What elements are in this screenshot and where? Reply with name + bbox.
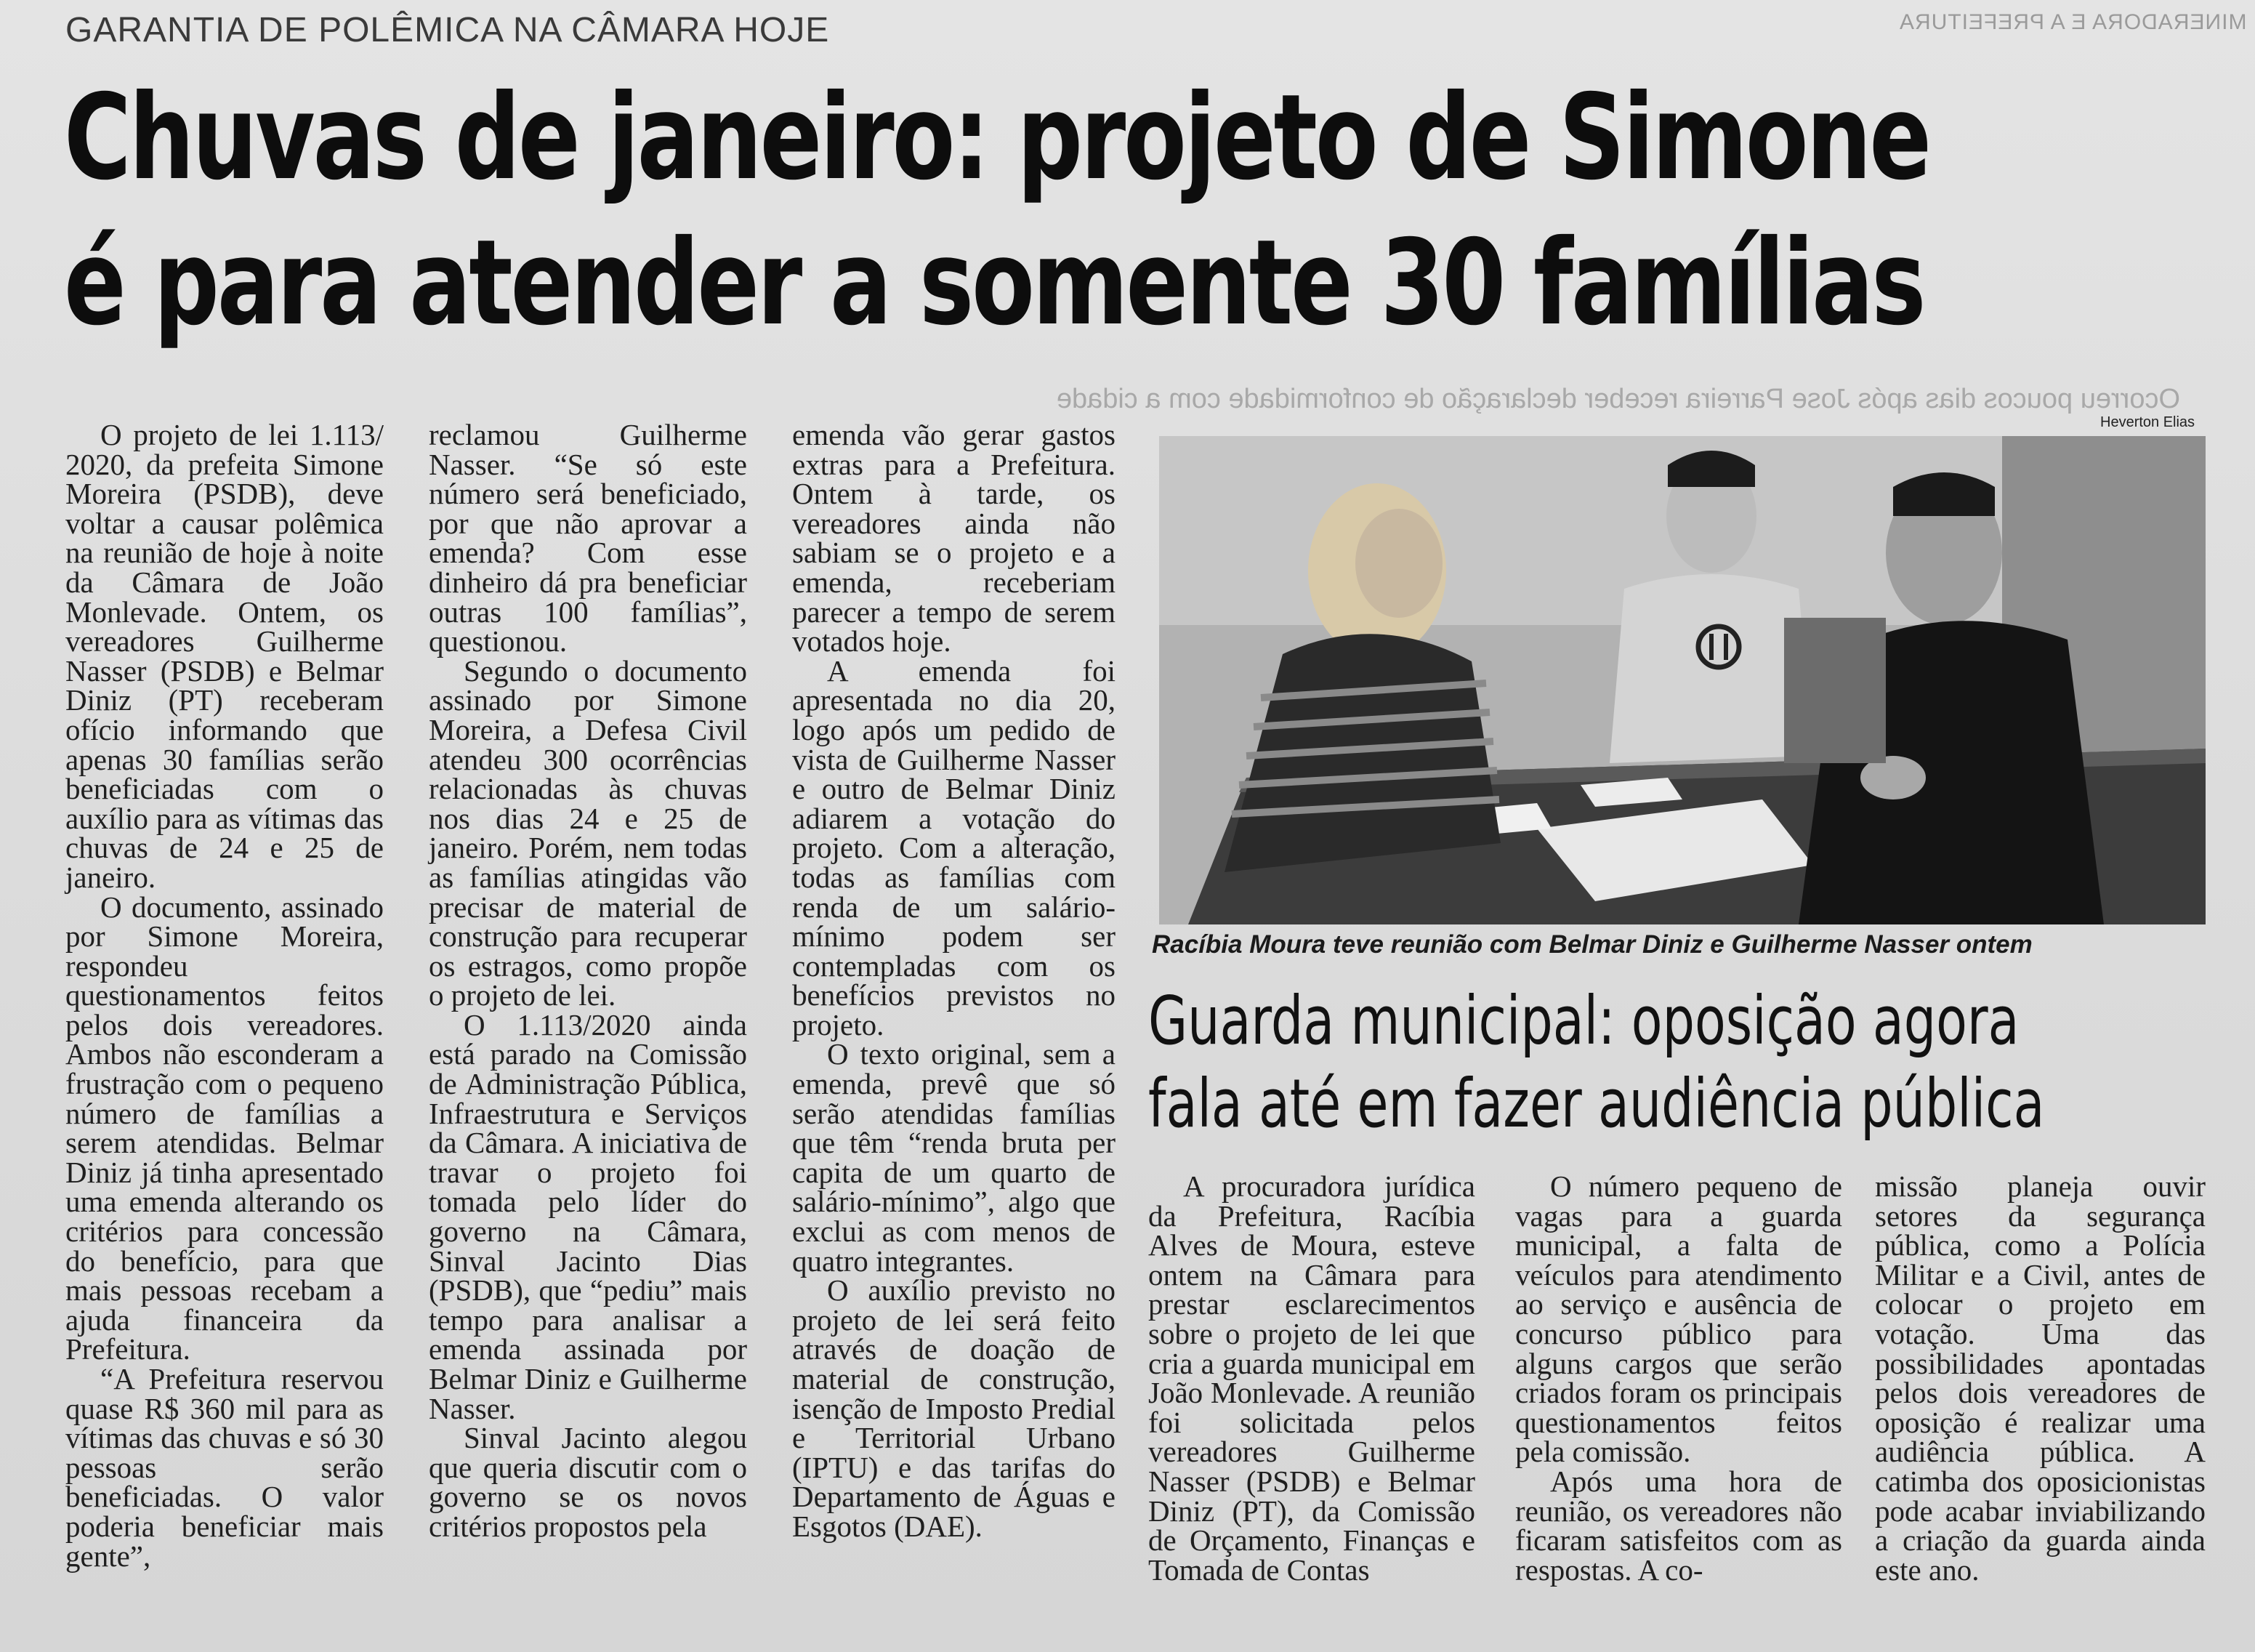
article-1-column-3 <box>792 420 1116 1542</box>
paragraph: O documento, assinado por Simone Moreira, respondeu questionamentos feitos pelos dois vereadores. Ambos não esconderam a frustração com o pequeno número de famílias a serem atendidas. Belmar Diniz já tinha apresentado uma emenda alterando os critérios para concessão do benefício, para que mais pessoas recebam a ajuda financeira da Prefeitura. <box>65 890 384 1366</box>
paragraph: Após uma hora de reunião, os vereadores não ficaram satisfeitos com as respostas. A co- <box>1515 1464 1842 1587</box>
article-1-column-2 <box>429 420 747 1542</box>
paragraph: reclamou Guilherme Nasser. “Se só este número será beneficiado, por que não aprovar a emenda? Com esse dinheiro dá pra beneficiar outras 100 famílias”, questionou. <box>429 418 747 658</box>
secondary-headline <box>1148 980 2224 1145</box>
secondary-headline-line-2: fala até em fazer audiência pública <box>1148 1065 2045 1143</box>
main-headline-line-2: é para atender a somente 30 famílias <box>64 215 1924 352</box>
paragraph: O número pequeno de vagas para a guarda municipal, a falta de veículos para atendimento ao serviço e ausência de concurso público para alguns cargos que serão criados foram os principais questionamentos feitos pela comissão. <box>1515 1169 1842 1469</box>
main-headline-line-1: Chuvas de janeiro: projeto de Simone <box>64 70 1929 206</box>
paragraph: missão planeja ouvir setores da segurança pública, como a Polícia Militar e a Civil, antes de colocar o projeto em votação. Uma das possibilidades apontadas pelos dois vereadores de oposição é realizar uma audiência pública. A catimba dos oposicionistas pode acabar inviabilizando a criação da guarda ainda este ano. <box>1875 1169 2206 1587</box>
paragraph: O projeto de lei 1.113/ 2020, da prefeita Simone Moreira (PSDB), deve voltar a causar polêmica na reunião de hoje à noite da Câmara de João Monlevade. Ontem, os vereadores Guilherme Nasser (PSDB) e Belmar Diniz (PT) receberam ofício informando que apenas 30 famílias serão beneficiadas com o auxílio para as vítimas das chuvas de 24 e 25 de janeiro. <box>65 418 384 894</box>
article-2-column-3 <box>1875 1169 2206 1587</box>
bleed-through-text-top: MINERADORA E A PREFEITURA <box>1898 10 2246 34</box>
paragraph: O texto original, sem a emenda, prevê que só serão atendidas famílias que têm “renda bruta per capita de um quarto de salário-mínimo”, algo que exclui as com menos de quatro integrantes. <box>792 1037 1116 1278</box>
article-2-column-2 <box>1515 1169 1842 1587</box>
paragraph: A procuradora jurídica da Prefeitura, Racíbia Alves de Moura, esteve ontem na Câmara para prestar esclarecimentos sobre o projeto de lei que cria a guarda municipal em João Monlevade. A reunião foi solicitada pelos vereadores Guilherme Nasser (PSDB) e Belmar Diniz (PT), da Comissão de Orçamento, Finanças e Tomada de Contas <box>1148 1169 1475 1587</box>
main-headline <box>64 65 2215 356</box>
paragraph: emenda vão gerar gastos extras para a Prefeitura. Ontem à tarde, os vereadores ainda não sabiam se o projeto e a emenda, receberiam parecer a tempo de serem votados hoje. <box>792 418 1116 658</box>
bleed-through-text-middle: Ocorreu poucos dias após Jose Parreira receber declaração de conformidade com a cidade <box>1056 384 2180 414</box>
section-kicker: GARANTIA DE POLÊMICA NA CÂMARA HOJE <box>65 11 830 49</box>
meeting-photo-illustration <box>1159 436 2206 924</box>
paragraph: A emenda foi apresentada no dia 20, logo após um pedido de vista de Guilherme Nasser e outro de Belmar Diniz adiarem a votação do projeto. Com a alteração, todas as famílias com renda de um salário-mínimo podem ser contempladas com os benefícios previstos no projeto. <box>792 653 1116 1041</box>
secondary-headline-line-1: Guarda municipal: oposição agora <box>1148 982 2020 1060</box>
article-1-column-1 <box>65 420 384 1571</box>
paragraph: Segundo o documento assinado por Simone Moreira, a Defesa Civil atendeu 300 ocorrências relacionadas às chuvas nos dias 24 e 25 de janeiro. Porém, nem todas as famílias atingidas vão precisar de material de construção para recuperar os estragos, como propõe o projeto de lei. <box>429 653 747 1012</box>
paragraph: “A Prefeitura reservou quase R$ 360 mil para as vítimas das chuvas e só 30 pessoas serão beneficiadas. O valor poderia beneficiar mais gente”, <box>65 1362 384 1573</box>
photo-credit: Heverton Elias <box>2100 414 2195 430</box>
paragraph: O 1.113/2020 ainda está parado na Comissão de Administração Pública, Infraestrutura e Serviços da Câmara. A iniciativa de travar o projeto foi tomada pelo líder do governo na Câmara, Sinval Jacinto Dias (PSDB), que “pediu” mais tempo para analisar a emenda assinada por Belmar Diniz e Guilherme Nasser. <box>429 1007 747 1425</box>
article-2-column-1 <box>1148 1169 1475 1587</box>
photo-caption: Racíbia Moura teve reunião com Belmar Diniz e Guilherme Nasser ontem <box>1152 930 2033 959</box>
meeting-photo <box>1159 436 2206 924</box>
paragraph: O auxílio previsto no projeto de lei será feito através de doação de material de construção, isenção de Imposto Predial e Territorial Urbano (IPTU) e das tarifas do Departamento de Águas e Esgotos (DAE). <box>792 1273 1116 1543</box>
paragraph: Sinval Jacinto alegou que queria discutir com o governo se os novos critérios propostos pela <box>429 1421 747 1543</box>
